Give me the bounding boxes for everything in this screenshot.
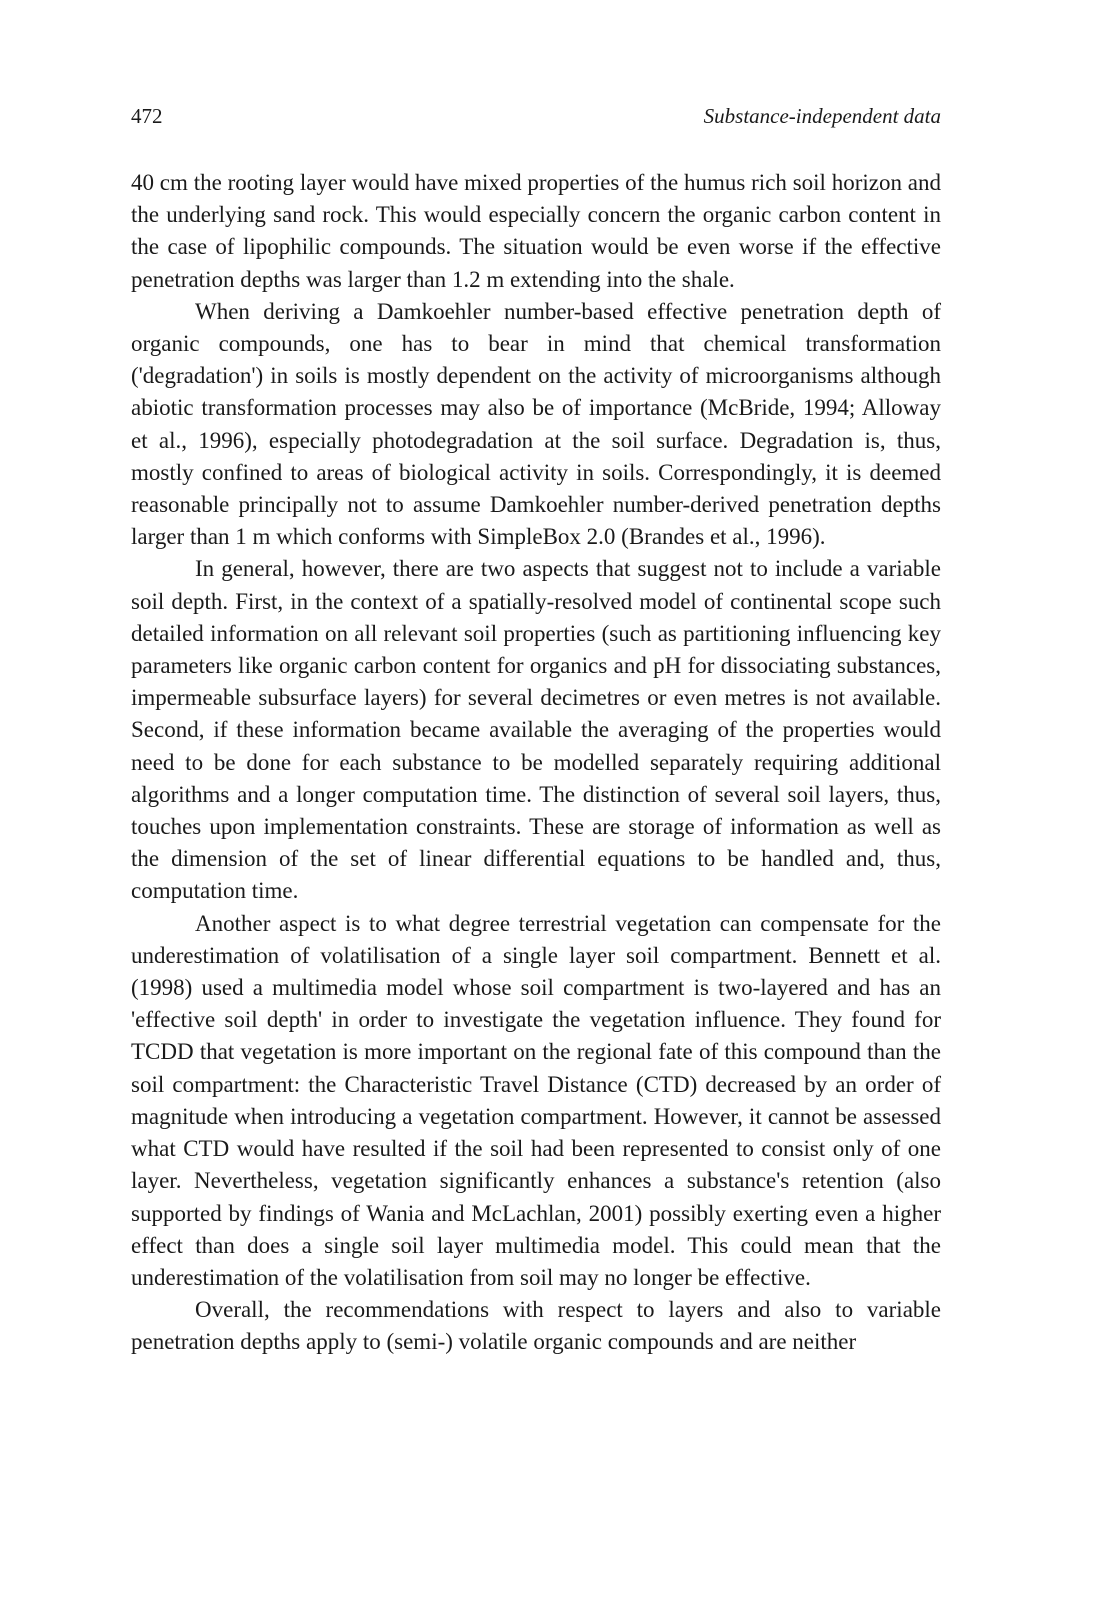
body-text [131,167,941,1359]
paragraph-vegetation: Another aspect is to what degree terrestrial vegetation can compensate for the underestimation of volatilisation of a single layer soil compartment. Bennett et al. (1998) used a multimedia model whose soil compartment is two-layered and has an 'effective soil depth' in order to investigate the vegetation influence. They found for TCDD that vegetation is more important on the regional fate of this compound than the soil compartment: the Characteristic Travel Distance (CTD) decreased by an order of magnitude when introducing a vegetation compartment. However, it cannot be assessed what CTD would have resulted if the soil had been represented to consist only of one layer. Nevertheless, vegetation significantly enhances a substance's retention (also supported by findings of Wania and McLachlan, 2001) possibly exerting even a higher effect than does a single soil layer multimedia model. This could mean that the underestimation of the volatilisation from soil may no longer be effective. [131,910,941,1290]
running-title: Substance-independent data [703,104,941,128]
paragraph-overall: Overall, the recommendations with respect to layers and also to variable penetration depths apply to (semi-) volatile organic compounds and are neither [131,1297,941,1355]
paragraph-continued: 40 cm the rooting layer would have mixed properties of the humus rich soil horizon and the underlying sand rock. This would especially concern the organic carbon content in the case of lipophilic compounds. The situation would be even worse if the effective penetration depths was larger than 1.2 m extending into the shale. [131,170,941,292]
paragraph-soil-depth: In general, however, there are two aspects that suggest not to include a variable soil depth. First, in the context of a spatially-resolved model of continental scope such detailed information on all relevant soil properties (such as partitioning influencing key parameters like organic carbon content for organics and pH for dissociating substances, impermeable subsurface layers) for several decimetres or even metres is not available. Second, if these information became available the averaging of the properties would need to be done for each substance to be modelled separately requiring additional algorithms and a longer computation time. The distinction of several soil layers, thus, touches upon implementation constraints. These are storage of information as well as the dimension of the set of linear differential equations to be handled and, thus, computation time. [131,556,941,904]
paragraph-damkoehler: When deriving a Damkoehler number-based effective penetration depth of organic compounds, one has to bear in mind that chemical transformation ('degradation') in soils is mostly dependent on the activity of microorganisms although abiotic transformation processes may also be of importance (McBride, 1994; Alloway et al., 1996), especially photodegradation at the soil surface. Degradation is, thus, mostly confined to areas of biological activity in soils. Correspondingly, it is deemed reasonable principally not to assume Damkoehler number-derived penetration depths larger than 1 m which conforms with SimpleBox 2.0 (Brandes et al., 1996). [131,298,941,550]
page-header [131,104,941,134]
page-number: 472 [131,104,163,128]
